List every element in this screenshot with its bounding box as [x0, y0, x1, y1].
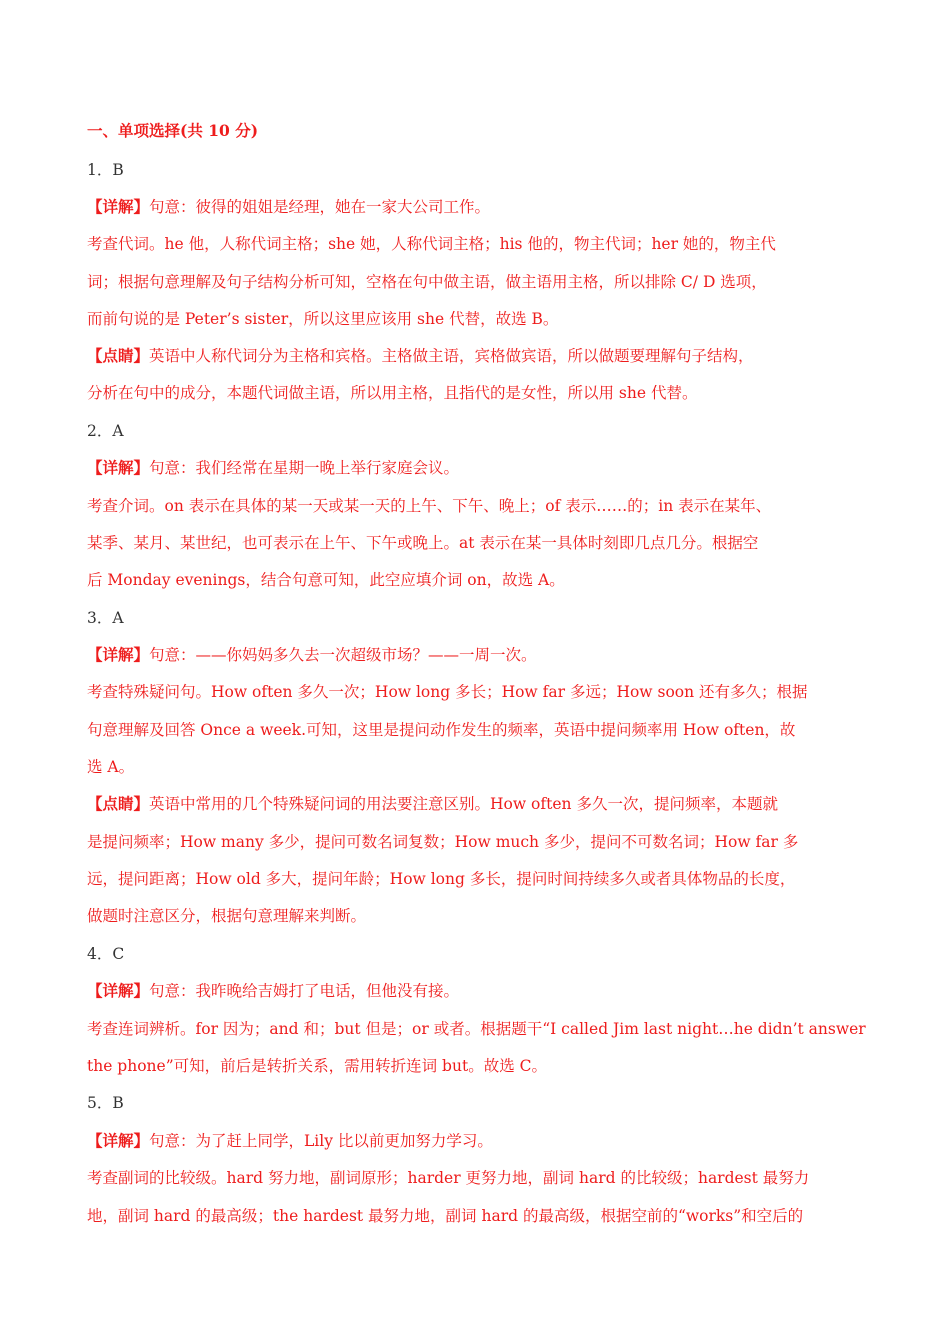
answer-text: 远，提问距离；How old 多大，提问年龄；How long 多长，提问时间持续多久或者具体物品的长度， [87, 870, 796, 888]
answer-line [87, 458, 867, 478]
answer-line [87, 533, 867, 553]
answer-text: 某季、某月、某世纪，也可表示在上午、下午或晚上。at 表示在某一具体时刻即几点几分。根据空 [87, 534, 759, 552]
answer-text: 词；根据句意理解及句子结构分析可知，空格在句中做主语，做主语用主格，所以排除 C/ D 选项， [87, 273, 767, 291]
answer-line [87, 1168, 867, 1188]
answer-line [87, 272, 867, 292]
section-title: 一、单项选择(共 10 分) [87, 121, 259, 140]
answer-line [87, 1056, 867, 1076]
question-number [87, 160, 867, 180]
answer-label: 【点睛】 [87, 794, 150, 813]
answer-text: 选 A。 [87, 758, 135, 776]
answer-text: 是提问频率；How many 多少，提问可数名词复数；How much 多少，提问不可数名词；How far 多 [87, 833, 799, 851]
answer-line [87, 1131, 867, 1151]
answer-text: 考查副词的比较级。hard 努力地，副词原形；harder 更努力地，副词 hard 的比较级；hardest 最努力 [87, 1169, 810, 1187]
answer-text: 英语中人称代词分为主格和宾格。主格做主语，宾格做宾语，所以做题要理解句子结构， [149, 347, 754, 365]
answer-text: 5．B [87, 1094, 124, 1112]
answer-text: 4．C [87, 945, 125, 963]
answer-text: 分析在句中的成分，本题代词做主语，所以用主格，且指代的是女性，所以用 she 代替。 [87, 384, 698, 402]
answer-label: 【详解】 [87, 458, 150, 477]
answer-label: 【详解】 [87, 981, 150, 1000]
question-number [87, 608, 867, 628]
answer-line [87, 832, 867, 852]
answer-line [87, 981, 867, 1001]
answer-line [87, 1206, 867, 1226]
answer-label: 【详解】 [87, 1131, 150, 1150]
question-number [87, 1093, 867, 1113]
answer-line [87, 383, 867, 403]
answer-text: 句意：——你妈妈多久去一次超级市场？——一周一次。 [149, 646, 537, 664]
answer-text: 考查特殊疑问句。How often 多久一次；How long 多长；How far 多远；How soon 还有多久；根据 [87, 683, 808, 701]
answer-text: 而前句说的是 Peter’s sister，所以这里应该用 she 代替，故选 B。 [87, 310, 559, 328]
answer-text: 考查代词。he 他，人称代词主格；she 她，人称代词主格；his 他的，物主代词；her 她的，物主代 [87, 235, 776, 253]
answer-line [87, 794, 867, 814]
answer-text: 句意：为了赶上同学，Lily 比以前更加努力学习。 [149, 1132, 493, 1150]
answer-text: 做题时注意区分，根据句意理解来判断。 [87, 907, 367, 925]
answer-text: 2．A [87, 422, 124, 440]
answer-text: 考查介词。on 表示在具体的某一天或某一天的上午、下午、晚上；of 表示……的；in 表示在某年、 [87, 497, 772, 515]
answer-text: 1．B [87, 161, 124, 179]
answer-text: 句意理解及回答 Once a week.可知，这里是提问动作发生的频率，英语中提问频率用 How often，故 [87, 721, 796, 739]
answer-line [87, 496, 867, 516]
answer-line [87, 570, 867, 590]
answer-text: 英语中常用的几个特殊疑问词的用法要注意区别。How often 多久一次，提问频率，本题就 [149, 795, 778, 813]
answer-text: 句意：我们经常在星期一晚上举行家庭会议。 [149, 459, 460, 477]
answer-line [87, 869, 867, 889]
answer-line [87, 197, 867, 217]
answer-label: 【详解】 [87, 645, 150, 664]
answer-line [87, 906, 867, 926]
answer-line [87, 309, 867, 329]
question-number [87, 944, 867, 964]
answer-line [87, 234, 867, 254]
answer-text: 句意：我昨晚给吉姆打了电话，但他没有接。 [149, 982, 460, 1000]
answer-line [87, 757, 867, 777]
answer-line [87, 645, 867, 665]
answer-line [87, 346, 867, 366]
answer-text: the phone”可知，前后是转折关系，需用转折连词 but。故选 C。 [87, 1057, 547, 1075]
answer-text: 后 Monday evenings，结合句意可知，此空应填介词 on，故选 A。 [87, 571, 565, 589]
answer-text: 地，副词 hard 的最高级；the hardest 最努力地，副词 hard 的最高级，根据空前的“works”和空后的 [87, 1207, 804, 1225]
answer-text: 句意：彼得的姐姐是经理，她在一家大公司工作。 [149, 198, 491, 216]
question-number [87, 421, 867, 441]
answer-label: 【详解】 [87, 197, 150, 216]
answer-line [87, 720, 867, 740]
answer-label: 【点睛】 [87, 346, 150, 365]
answer-line [87, 1019, 867, 1039]
answer-text: 考查连词辨析。for 因为；and 和；but 但是；or 或者。根据题干“I called Jim last night…he didn’t answer [87, 1020, 866, 1038]
answer-text: 3．A [87, 609, 124, 627]
answer-line [87, 682, 867, 702]
